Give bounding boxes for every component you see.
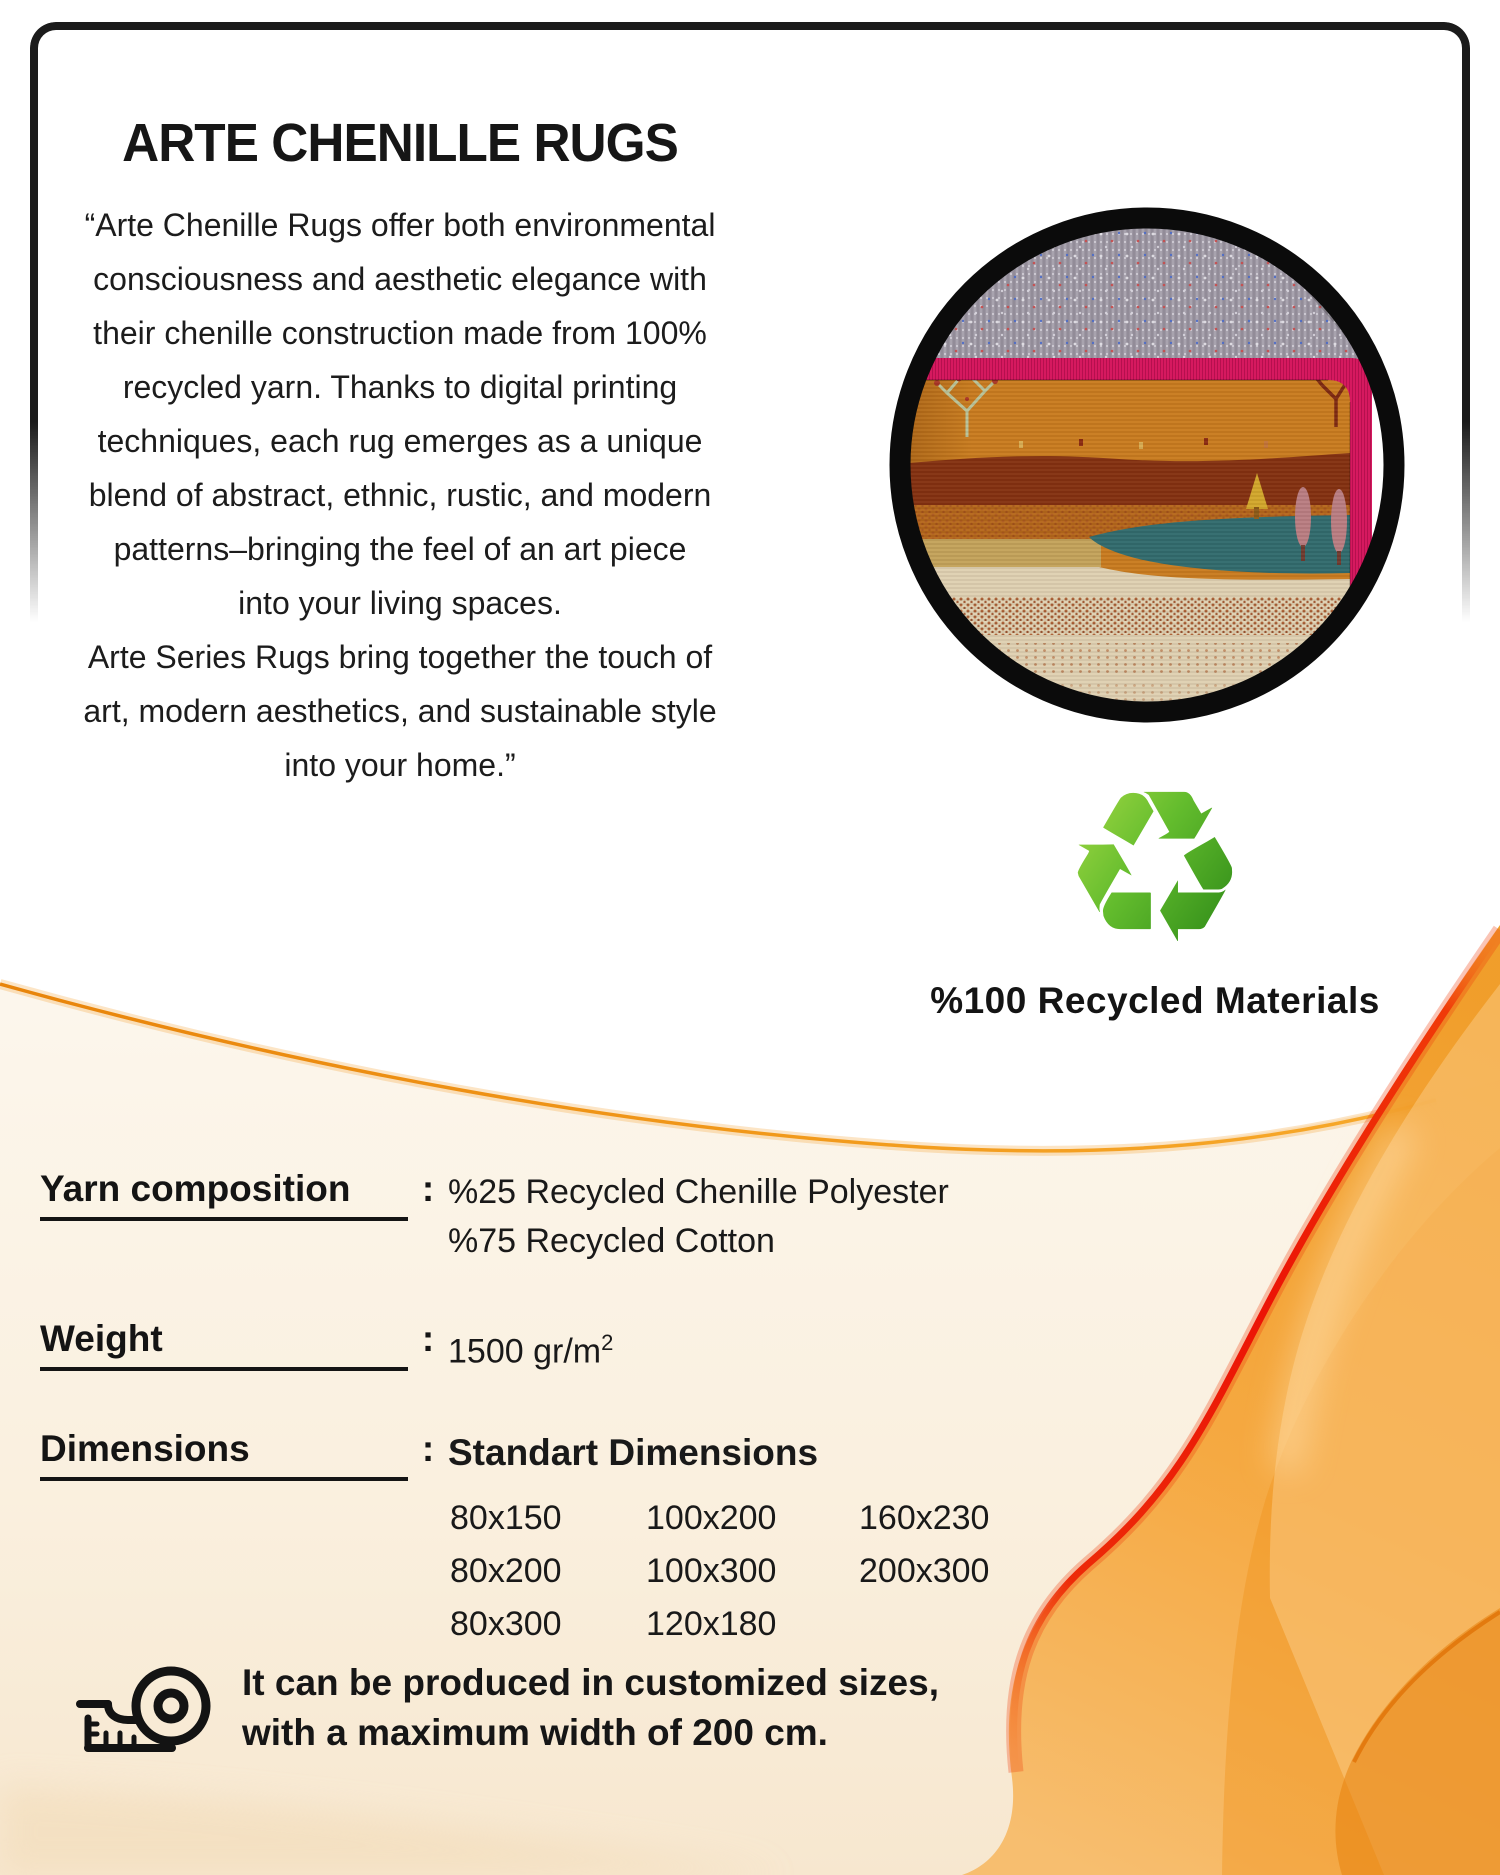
spec-row-yarn bbox=[40, 1168, 949, 1266]
yarn-value-line: %75 Recycled Cotton bbox=[448, 1222, 775, 1260]
custom-size-text bbox=[242, 1658, 939, 1758]
quote-line: consciousness and aesthetic elegance with bbox=[93, 261, 707, 297]
yarn-value-line: %25 Recycled Chenille Polyester bbox=[448, 1173, 949, 1211]
standard-dimensions-grid bbox=[450, 1492, 989, 1651]
dimension-size: 160x230 bbox=[859, 1499, 990, 1537]
dimension-size: 80x300 bbox=[450, 1605, 562, 1643]
quote-line: into your living spaces. bbox=[238, 585, 562, 621]
page-title: ARTE CHENILLE RUGS bbox=[122, 113, 678, 173]
quote-line: into your home.” bbox=[284, 747, 516, 783]
spec-value-weight bbox=[448, 1318, 613, 1376]
spec-value-yarn bbox=[448, 1168, 949, 1266]
spec-row-weight bbox=[40, 1318, 613, 1376]
custom-size-line: It can be produced in customized sizes, bbox=[242, 1662, 939, 1703]
quote-line: recycled yarn. Thanks to digital printing bbox=[122, 369, 678, 405]
dimensions-row bbox=[450, 1598, 989, 1651]
intro-column bbox=[30, 0, 770, 792]
weight-superscript: 2 bbox=[601, 1330, 614, 1355]
custom-size-line: with a maximum width of 200 cm. bbox=[242, 1712, 828, 1753]
spec-label-dimensions: Dimensions bbox=[40, 1428, 408, 1481]
dimensions-row bbox=[450, 1545, 989, 1598]
recycled-badge-label: %100 Recycled Materials bbox=[930, 980, 1380, 1021]
spec-colon: : bbox=[421, 1428, 435, 1469]
dimension-size: 80x200 bbox=[450, 1552, 562, 1590]
spec-colon: : bbox=[421, 1318, 435, 1359]
recycled-badge bbox=[895, 744, 1415, 1022]
tape-measure-icon bbox=[72, 1662, 222, 1754]
spec-label-weight: Weight bbox=[40, 1318, 408, 1371]
custom-size-note bbox=[72, 1658, 939, 1758]
dimension-size: 80x150 bbox=[450, 1499, 562, 1537]
spec-row-dimensions bbox=[40, 1428, 818, 1481]
spec-value-dimensions-title: Standart Dimensions bbox=[448, 1432, 819, 1473]
quote-line: art, modern aesthetics, and sustainable style bbox=[83, 693, 717, 729]
rug-photo-illustration bbox=[889, 207, 1405, 723]
dimension-size: 120x180 bbox=[646, 1605, 777, 1643]
quote-line: patterns–bringing the feel of an art piece bbox=[113, 531, 687, 567]
spec-label-yarn-composition: Yarn composition bbox=[40, 1168, 408, 1221]
quote-line: techniques, each rug emerges as a unique bbox=[97, 423, 703, 459]
dimensions-row bbox=[450, 1492, 989, 1545]
spec-colon: : bbox=[421, 1168, 435, 1209]
dimension-size: 100x300 bbox=[646, 1552, 777, 1590]
dimension-size: 200x300 bbox=[859, 1552, 990, 1590]
quote-line: Arte Series Rugs bring together the touch of bbox=[87, 639, 713, 675]
dimension-size: 100x200 bbox=[646, 1499, 777, 1537]
quote-line: blend of abstract, ethnic, rustic, and modern bbox=[88, 477, 712, 513]
weight-value: 1500 gr/m bbox=[448, 1332, 602, 1371]
rug-photo-circle bbox=[889, 207, 1405, 723]
description-paragraph bbox=[30, 198, 770, 792]
recycle-icon: ♻ bbox=[1059, 744, 1251, 991]
quote-line: “Arte Chenille Rugs offer both environmental bbox=[84, 207, 716, 243]
quote-line: their chenille construction made from 100% bbox=[93, 315, 707, 351]
